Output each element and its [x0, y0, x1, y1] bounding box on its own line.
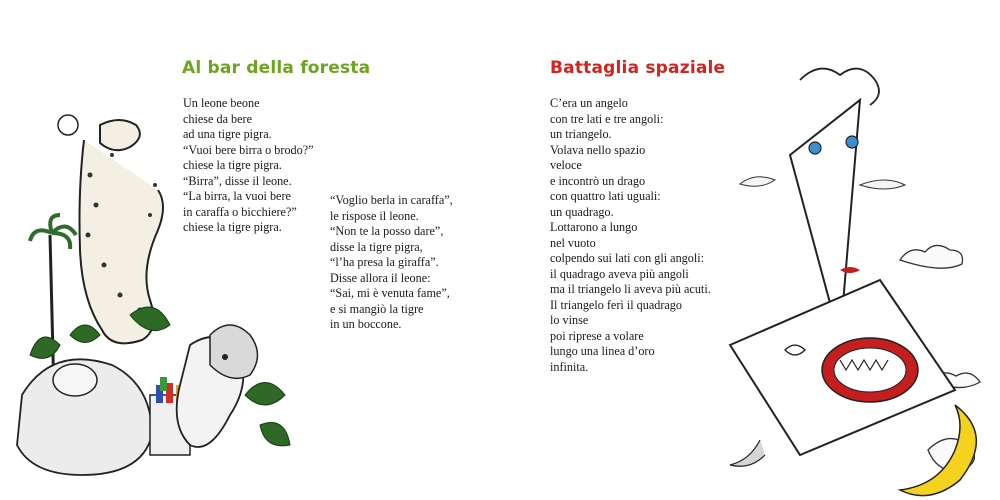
poem-line: e si mangiò la tigre	[330, 301, 424, 316]
poem-line: lungo una linea d’oro	[550, 344, 655, 358]
poem-line: in caraffa o bicchiere?”	[183, 204, 297, 219]
poem-line: ma il triangelo li aveva più acuti.	[550, 282, 711, 296]
poem-line: Il triangelo ferì il quadrago	[550, 297, 682, 312]
poem-line: “La birra, la vuoi bere	[183, 189, 291, 203]
poem-line: Volava nello spazio	[550, 142, 646, 157]
poem-line: disse la tigre pigra,	[330, 239, 423, 254]
poem-line: infinita.	[550, 359, 589, 374]
poem-line: con tre lati e tre angoli:	[550, 111, 664, 126]
square-dragon-icon	[730, 280, 955, 466]
poem-line: Disse allora il leone:	[330, 270, 431, 285]
poem-line: chiese la tigre pigra.	[183, 220, 282, 234]
poem-stanza-3	[550, 96, 711, 375]
poem-line: Lottarono a lungo	[550, 220, 638, 234]
forest-bar-illustration	[0, 95, 300, 500]
poem-line: il quadrago aveva più angoli	[550, 266, 689, 281]
poem-line: e incontrò un drago	[550, 173, 646, 188]
poem-line: chiese da bere	[183, 111, 253, 126]
poem-line: “Sai, mi è venuta fame”,	[330, 286, 450, 300]
poem-line: le rispose il leone.	[330, 208, 419, 223]
poem-line: ad una tigre pigra.	[183, 127, 272, 141]
poem-line: “Birra”, disse il leone.	[183, 173, 292, 188]
space-battle-illustration	[690, 60, 1000, 500]
poem-line: un triangelo.	[550, 127, 612, 141]
poem-line: con quattro lati uguali:	[550, 189, 661, 203]
poem-line: “Voglio berla in caraffa”,	[330, 193, 453, 207]
poem-line: veloce	[550, 158, 582, 172]
poem-line: nel vuoto	[550, 235, 596, 250]
poem-line: colpendo sui lati con gli angoli:	[550, 251, 705, 265]
poem-stanza-2	[330, 193, 453, 333]
poem-line: un quadrago.	[550, 204, 614, 219]
poem-title-al-bar-della-foresta: Al bar della foresta	[182, 58, 371, 78]
poem-line: in un boccone.	[330, 317, 402, 331]
poem-line: “Vuoi bere birra o brodo?”	[183, 142, 314, 157]
poem-line: lo vinse	[550, 313, 589, 327]
lion-creature-icon	[177, 325, 258, 447]
poem-title-battaglia-spaziale: Battaglia spaziale	[550, 58, 726, 78]
poem-line: “Non te la posso dare”,	[330, 224, 444, 238]
poem-line: poi riprese a volare	[550, 328, 644, 343]
sleeping-figure-icon	[17, 359, 152, 475]
poem-line: C’era un angelo	[550, 96, 628, 110]
poem-line: chiese la tigre pigra.	[183, 158, 282, 172]
poem-line: “l’ha presa la giraffa”.	[330, 255, 439, 269]
poem-line: Un leone beone	[183, 96, 260, 110]
